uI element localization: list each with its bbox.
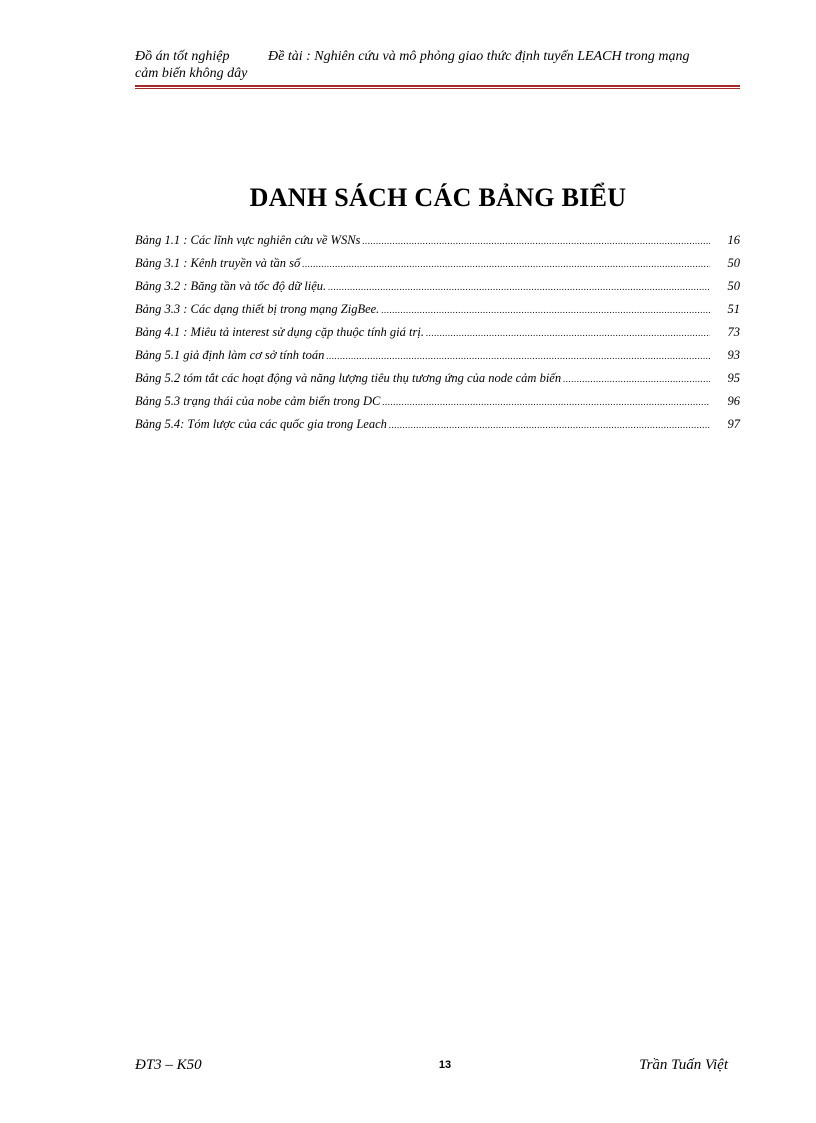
toc-entry[interactable]	[135, 394, 740, 417]
toc-leader-dots	[302, 259, 710, 269]
toc-entry-label: Bảng 5.1 giả định làm cơ sở tính toán	[135, 348, 325, 362]
toc-entry-label: Bảng 5.4: Tóm lược của các quốc gia trong Leach	[135, 417, 387, 431]
toc-entry-label: Bảng 3.2 : Băng tần và tốc độ dữ liệu.	[135, 279, 327, 293]
page-number: 13	[438, 1059, 452, 1071]
toc-leader-dots	[381, 305, 710, 315]
toc-entry[interactable]	[135, 348, 740, 371]
toc-entry[interactable]	[135, 256, 740, 279]
toc-entry-page: 51	[727, 302, 740, 316]
header-topic: Đề tài : Nghiên cứu và mô phỏng giao thức định tuyến LEACH trong mạng	[268, 49, 690, 64]
toc-entry-label: Bảng 3.1 : Kênh truyền và tần số	[135, 256, 301, 270]
toc-entry[interactable]	[135, 302, 740, 325]
toc-entry-label: Bảng 1.1 : Các lĩnh vực nghiên cứu về WSNs	[135, 233, 361, 247]
toc-entry[interactable]	[135, 279, 740, 302]
page-header	[135, 48, 740, 82]
toc-entry-page: 93	[727, 348, 740, 362]
toc-entry-page: 97	[727, 417, 740, 431]
footer-author: Trần Tuấn Việt	[639, 1057, 728, 1073]
toc-entry-page: 96	[727, 394, 740, 408]
toc-entry-label: Bảng 3.3 : Các dạng thiết bị trong mạng ZigBee.	[135, 302, 380, 316]
toc-entry-label: Bảng 4.1 : Miêu tả interest sử dụng cặp thuộc tính giá trị.	[135, 325, 424, 339]
toc-leader-dots	[426, 328, 710, 338]
toc-entry[interactable]	[135, 371, 740, 394]
page-footer	[135, 1057, 740, 1077]
toc-leader-dots	[326, 351, 710, 361]
page-title: DANH SÁCH CÁC BẢNG BIỂU	[249, 183, 627, 212]
table-list	[135, 233, 740, 440]
toc-entry-page: 50	[727, 279, 740, 293]
toc-leader-dots	[389, 420, 710, 430]
toc-leader-dots	[382, 397, 710, 407]
toc-entry-page: 95	[727, 371, 740, 385]
toc-entry-page: 73	[727, 325, 740, 339]
toc-entry[interactable]	[135, 233, 740, 256]
toc-leader-dots	[362, 236, 710, 246]
toc-entry[interactable]	[135, 325, 740, 348]
toc-entry-page: 50	[727, 256, 740, 270]
toc-entry[interactable]	[135, 417, 740, 440]
toc-leader-dots	[328, 282, 710, 292]
footer-class-code: ĐT3 – K50	[135, 1057, 202, 1073]
toc-leader-dots	[563, 374, 710, 384]
header-topic-continued: cảm biến không dây	[135, 66, 248, 81]
toc-entry-label: Bảng 5.3 trạng thái của nobe cảm biến trong DC	[135, 394, 381, 408]
header-doc-type: Đồ án tốt nghiệp	[135, 49, 230, 64]
toc-entry-page: 16	[727, 233, 740, 247]
header-rule	[135, 85, 740, 89]
toc-entry-label: Bảng 5.2 tóm tắt các hoạt động và năng lượng tiêu thụ tương ứng của node cảm biến	[135, 371, 562, 385]
